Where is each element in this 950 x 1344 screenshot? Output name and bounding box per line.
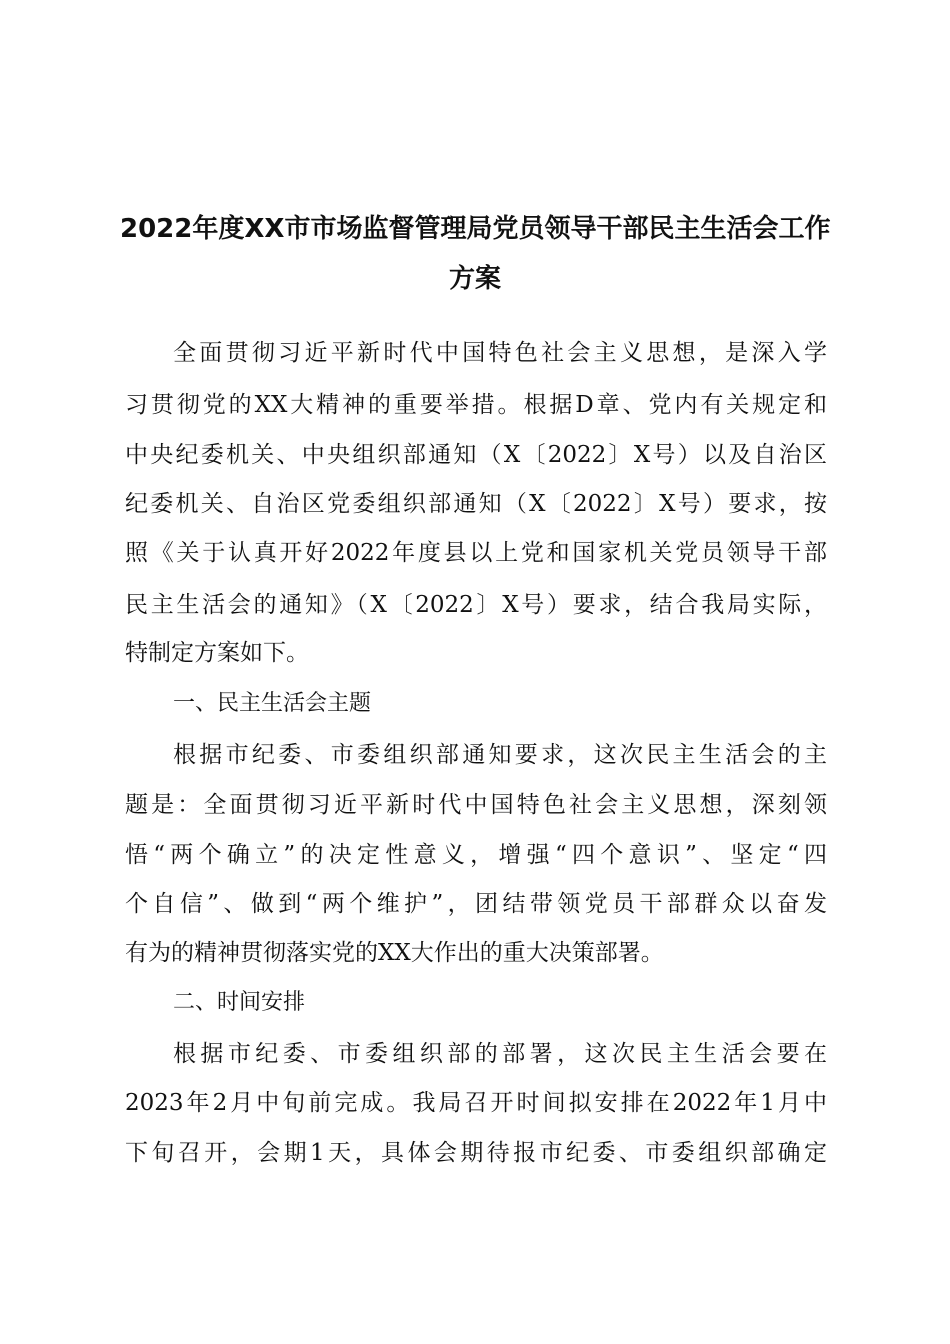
intro-line: 照《关于认真开好2022年度县以上党和国家机关党员领导干部: [125, 540, 827, 566]
document-title-line1: 2022年度XX市市场监督管理局党员领导干部民主生活会工作: [120, 214, 831, 244]
intro-line: 习贯彻党的XX大精神的重要举措。根据D章、党内有关规定和: [125, 392, 827, 418]
document-title-line2: 方案: [448, 264, 501, 294]
intro-line: 纪委机关、自治区党委组织部通知（X〔2022〕X号）要求，按: [125, 491, 827, 517]
section2-line: 2023年2月中旬前完成。我局召开时间拟安排在2022年1月中: [125, 1090, 827, 1116]
section2-line: 下旬召开，会期1天，具体会期待报市纪委、市委组织部确定: [125, 1140, 827, 1166]
section2-line: 根据市纪委、市委组织部的部署，这次民主生活会要在: [173, 1041, 827, 1067]
section1-line: 根据市纪委、市委组织部通知要求，这次民主生活会的主: [173, 742, 827, 768]
section1-line: 有为的精神贯彻落实党的XX大作出的重大决策部署。: [125, 940, 664, 966]
section1-line: 题是：全面贯彻习近平新时代中国特色社会主义思想，深刻领: [125, 792, 827, 818]
intro-line: 特制定方案如下。: [125, 640, 309, 666]
intro-line: 全面贯彻习近平新时代中国特色社会主义思想，是深入学: [173, 340, 827, 366]
intro-line: 中央纪委机关、中央组织部通知（X〔2022〕X号）以及自治区: [125, 442, 827, 468]
intro-line: 民主生活会的通知》（X〔2022〕X号）要求，结合我局实际，: [125, 592, 827, 618]
section-heading-theme: 一、民主生活会主题: [173, 691, 372, 716]
section1-line: 个自信”、做到“两个维护”，团结带领党员干部群众以奋发: [125, 891, 827, 917]
section1-line: 悟“两个确立”的决定性意义，增强“四个意识”、坚定“四: [125, 842, 827, 868]
section-heading-schedule: 二、时间安排: [173, 990, 306, 1015]
